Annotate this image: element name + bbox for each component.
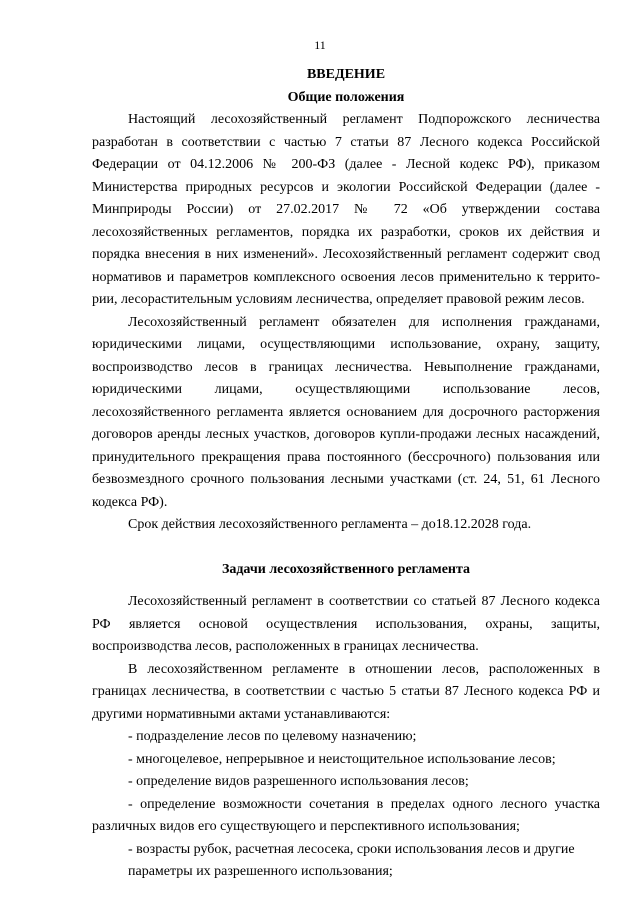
list-item: - возрасты рубок, расчетная лесосека, сроки использования лесов и другие [128, 841, 575, 857]
paragraph-intro: Настоящий лесохозяйственный регламент Подпорожского лесничества разработан в соответствии с частью 7 статьи 87 Лесного кодекса Российской Федерации от 04.12.2006 № 200-ФЗ (далее - Лесной кодекс РФ), приказом Министерства природных ресурсов и экологии Российской Федерации (далее - Минприроды России) от 27.02.2017 № 72 «Об утверждении состава лесохозяйственных регламентов, порядка их разработки, сроков их действия и порядка внесения в них изменений». Лесохозяйственный регламент содержит свод нормативов и параметров комплексного освоения лесов применительно к территории, лесорастительным условиям лесничества, определяет правовой режим лесов. [92, 112, 600, 307]
list-item: - определение возможности сочетания в пределах одного лесного участка различных видов его существующего и перспективного использования; [92, 796, 600, 834]
list-item: - подразделение лесов по целевому назначению; [128, 729, 417, 744]
list-item: - определение видов разрешенного использования лесов; [128, 774, 469, 789]
paragraph-validity: Срок действия лесохозяйственного регламента – до18.12.2028 года. [128, 517, 532, 532]
page-number: 11 [314, 38, 326, 52]
paragraph-tasks-intro: В лесохозяйственном регламенте в отношении лесов, расположенных в границах лесничества, в соответствии с частью 5 статьи 87 Лесного кодекса РФ и другими нормативными актами устанавливаются: [92, 661, 600, 722]
spacer [92, 537, 600, 551]
subsection-heading: Общие положения [287, 89, 405, 105]
section-heading: ВВЕДЕНИЕ [306, 67, 386, 82]
paragraph-obligation: Лесохозяйственный регламент обязателен для исполнения гражданами, юридическими лицами, осуществляющими использование, охрану, защиту, воспроизводство лесов в границах лесничества. Невыполнение гражданами, юридическими лицами, осуществляющими использование лесов, лесохозяйственного регламента является основанием для досрочного расторжения договоров аренды лесных участков, договоров купли-продажи лесных насаждений, принудительного прекращения права постоянного (бессрочного) пользования или безвозмездного срочного пользования лесными участками (ст. 24, 51, 61 Лесного кодекса РФ). [92, 314, 600, 510]
paragraph-tasks-basis: Лесохозяйственный регламент в соответствии со статьей 87 Лесного кодекса РФ является основой осуществления использования, охраны, защиты, воспроизводства лесов, расположенных в границах лесничества. [92, 594, 600, 654]
list-item: параметры их разрешенного использования; [128, 864, 393, 879]
list-item: - многоцелевое, непрерывное и неистощительное использование лесов; [128, 751, 556, 767]
document-body [92, 64, 600, 884]
tasks-list [92, 726, 600, 884]
tasks-heading: Задачи лесохозяйственного регламента [221, 561, 471, 577]
